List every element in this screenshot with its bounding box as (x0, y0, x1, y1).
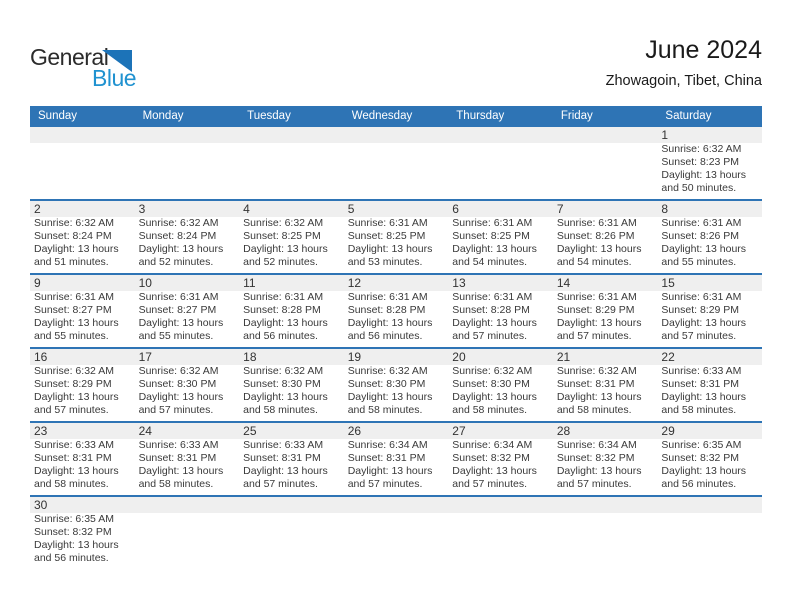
daylight-text-line1: Daylight: 13 hours (347, 391, 433, 403)
day-cell (553, 201, 658, 273)
sunrise-text: Sunrise: 6:33 AM (34, 439, 114, 451)
week-row (30, 495, 762, 569)
sunrise-text: Sunrise: 6:31 AM (138, 291, 219, 303)
day-cell (448, 349, 553, 421)
sunset-text: Sunset: 8:23 PM (661, 156, 740, 168)
day-number: 11 (243, 276, 256, 290)
daylight-text-line2: and 56 minutes. (243, 330, 318, 342)
daylight-text-line1: Daylight: 13 hours (452, 465, 537, 477)
daylight-text-line1: Daylight: 13 hours (243, 243, 328, 255)
day-cell (344, 275, 449, 347)
day-cell (239, 349, 344, 421)
daylight-text-line1: Daylight: 13 hours (556, 317, 642, 329)
sunset-text: Sunset: 8:28 PM (347, 304, 426, 316)
daylight-text-line1: Daylight: 13 hours (243, 317, 328, 329)
sunrise-text: Sunrise: 6:35 AM (34, 513, 114, 525)
daylight-text-line1: Daylight: 13 hours (34, 317, 119, 329)
sunrise-text: Sunrise: 6:32 AM (34, 365, 114, 377)
day-number: 22 (661, 350, 675, 364)
empty-day-cell (30, 127, 135, 199)
daylight-text-line2: and 57 minutes. (138, 404, 214, 416)
sunset-text: Sunset: 8:32 PM (452, 452, 530, 464)
sunrise-text: Sunrise: 6:31 AM (661, 217, 742, 229)
week-row (30, 347, 762, 421)
day-cell (553, 275, 658, 347)
sunset-text: Sunset: 8:29 PM (661, 304, 740, 316)
sunset-text: Sunset: 8:31 PM (347, 452, 426, 464)
daylight-text-line2: and 57 minutes. (556, 478, 632, 490)
empty-day-cell (448, 127, 553, 199)
sunrise-text: Sunrise: 6:31 AM (556, 291, 637, 303)
sunrise-text: Sunrise: 6:31 AM (452, 217, 533, 229)
sunset-text: Sunset: 8:26 PM (661, 230, 740, 242)
daylight-text-line1: Daylight: 13 hours (34, 391, 119, 403)
empty-day-cell (135, 497, 240, 569)
sunset-text: Sunset: 8:31 PM (661, 378, 740, 390)
day-cell (657, 201, 762, 273)
daylight-text-line2: and 57 minutes. (452, 330, 527, 342)
daylight-text-line2: and 56 minutes. (661, 478, 737, 490)
daylight-text-line2: and 57 minutes. (661, 330, 737, 342)
daylight-text-line1: Daylight: 13 hours (661, 169, 747, 181)
day-cell (135, 423, 240, 495)
day-number: 19 (347, 350, 362, 364)
day-number: 1 (661, 128, 669, 142)
daylight-text-line2: and 58 minutes. (556, 404, 632, 416)
sunset-text: Sunset: 8:31 PM (556, 378, 635, 390)
general-blue-logo (30, 44, 150, 94)
daylight-text-line1: Daylight: 13 hours (138, 391, 224, 403)
sunrise-text: Sunrise: 6:34 AM (347, 439, 428, 451)
daylight-text-line2: and 56 minutes. (34, 552, 109, 564)
daylight-text-line2: and 53 minutes. (347, 256, 423, 268)
weekday-label-wednesday: Wednesday (351, 109, 413, 122)
empty-day-cell (448, 497, 553, 569)
week-row (30, 421, 762, 495)
sunset-text: Sunset: 8:26 PM (556, 230, 635, 242)
daylight-text-line2: and 52 minutes. (243, 256, 318, 268)
weekday-label-friday: Friday (560, 109, 593, 122)
empty-day-cell (239, 127, 344, 199)
day-number: 17 (138, 350, 152, 364)
day-number: 2 (34, 202, 41, 216)
day-number: 12 (347, 276, 362, 290)
day-number: 29 (661, 424, 675, 438)
daylight-text-line1: Daylight: 13 hours (347, 317, 433, 329)
daylight-text-line2: and 55 minutes. (34, 330, 109, 342)
daylight-text-line1: Daylight: 13 hours (661, 465, 747, 477)
daylight-text-line2: and 54 minutes. (452, 256, 527, 268)
day-cell (657, 127, 762, 199)
day-cell (657, 423, 762, 495)
day-number: 14 (556, 276, 571, 290)
sunrise-text: Sunrise: 6:31 AM (347, 217, 428, 229)
daylight-text-line1: Daylight: 13 hours (556, 465, 642, 477)
day-cell (30, 201, 135, 273)
day-cell (135, 201, 240, 273)
day-number: 30 (34, 498, 48, 512)
day-number: 10 (138, 276, 152, 290)
day-number: 13 (452, 276, 466, 290)
sunset-text: Sunset: 8:29 PM (34, 378, 112, 390)
daylight-text-line2: and 56 minutes. (347, 330, 423, 342)
sunset-text: Sunset: 8:30 PM (243, 378, 321, 390)
daylight-text-line1: Daylight: 13 hours (661, 317, 747, 329)
daylight-text-line1: Daylight: 13 hours (243, 465, 328, 477)
sunset-text: Sunset: 8:29 PM (556, 304, 635, 316)
sunset-text: Sunset: 8:32 PM (556, 452, 635, 464)
sunrise-text: Sunrise: 6:32 AM (661, 143, 742, 155)
page-title: June 2024 (645, 36, 762, 64)
day-cell (448, 201, 553, 273)
day-number: 25 (243, 424, 257, 438)
daylight-text-line2: and 55 minutes. (138, 330, 214, 342)
week-row (30, 273, 762, 347)
day-number: 9 (34, 276, 41, 290)
logo-text-blue: Blue (92, 65, 137, 91)
daylight-text-line2: and 58 minutes. (34, 478, 109, 490)
day-number: 15 (661, 276, 675, 290)
daylight-text-line2: and 51 minutes. (34, 256, 109, 268)
day-cell (344, 201, 449, 273)
day-number: 27 (452, 424, 466, 438)
daylight-text-line2: and 58 minutes. (243, 404, 318, 416)
sunrise-text: Sunrise: 6:31 AM (347, 291, 428, 303)
daylight-text-line1: Daylight: 13 hours (34, 243, 119, 255)
week-row (30, 199, 762, 273)
daylight-text-line1: Daylight: 13 hours (138, 317, 224, 329)
sunrise-text: Sunrise: 6:31 AM (556, 217, 637, 229)
page-subtitle: Zhowagoin, Tibet, China (605, 73, 762, 89)
sunrise-text: Sunrise: 6:34 AM (452, 439, 533, 451)
daylight-text-line1: Daylight: 13 hours (661, 391, 747, 403)
day-cell (448, 423, 553, 495)
day-number: 6 (452, 202, 459, 216)
weeks-container (30, 125, 762, 569)
day-cell (30, 275, 135, 347)
day-number: 4 (243, 202, 250, 216)
sunset-text: Sunset: 8:28 PM (243, 304, 321, 316)
daylight-text-line1: Daylight: 13 hours (138, 465, 224, 477)
day-cell (30, 497, 135, 569)
day-number: 28 (556, 424, 571, 438)
sunset-text: Sunset: 8:30 PM (138, 378, 217, 390)
day-number: 3 (138, 202, 146, 216)
daylight-text-line1: Daylight: 13 hours (661, 243, 747, 255)
day-cell (657, 349, 762, 421)
daylight-text-line1: Daylight: 13 hours (34, 539, 119, 551)
daylight-text-line1: Daylight: 13 hours (452, 317, 537, 329)
sunrise-text: Sunrise: 6:32 AM (138, 365, 219, 377)
day-number: 16 (34, 350, 48, 364)
weekday-label-tuesday: Tuesday (247, 109, 291, 122)
sunrise-text: Sunrise: 6:33 AM (138, 439, 219, 451)
day-cell (553, 423, 658, 495)
empty-day-cell (344, 497, 449, 569)
daylight-text-line2: and 58 minutes. (347, 404, 423, 416)
day-cell (239, 275, 344, 347)
weekday-label-monday: Monday (142, 109, 184, 122)
day-cell (239, 423, 344, 495)
day-cell (448, 275, 553, 347)
title-block (606, 36, 762, 89)
daylight-text-line1: Daylight: 13 hours (452, 391, 537, 403)
daylight-text-line2: and 57 minutes. (243, 478, 318, 490)
daylight-text-line1: Daylight: 13 hours (347, 465, 433, 477)
day-cell (135, 349, 240, 421)
day-number: 18 (243, 350, 257, 364)
daylight-text-line2: and 55 minutes. (661, 256, 737, 268)
sunrise-text: Sunrise: 6:32 AM (243, 217, 324, 229)
day-cell (553, 349, 658, 421)
empty-day-cell (553, 127, 658, 199)
sunrise-text: Sunrise: 6:32 AM (556, 365, 637, 377)
day-number: 8 (661, 202, 669, 216)
daylight-text-line2: and 52 minutes. (138, 256, 214, 268)
daylight-text-line2: and 58 minutes. (452, 404, 527, 416)
sunset-text: Sunset: 8:25 PM (243, 230, 321, 242)
sunset-text: Sunset: 8:32 PM (34, 526, 112, 538)
empty-day-cell (239, 497, 344, 569)
day-number: 23 (34, 424, 48, 438)
sunset-text: Sunset: 8:30 PM (452, 378, 530, 390)
week-row (30, 125, 762, 199)
sunset-text: Sunset: 8:32 PM (661, 452, 740, 464)
daylight-text-line1: Daylight: 13 hours (243, 391, 328, 403)
daylight-text-line1: Daylight: 13 hours (347, 243, 433, 255)
empty-day-cell (657, 497, 762, 569)
empty-day-cell (553, 497, 658, 569)
daylight-text-line2: and 54 minutes. (556, 256, 632, 268)
day-number: 21 (556, 350, 571, 364)
day-cell (344, 349, 449, 421)
sunrise-text: Sunrise: 6:34 AM (556, 439, 637, 451)
daylight-text-line2: and 57 minutes. (452, 478, 527, 490)
sunset-text: Sunset: 8:31 PM (243, 452, 321, 464)
sunrise-text: Sunrise: 6:32 AM (347, 365, 428, 377)
day-number: 7 (556, 202, 564, 216)
sunset-text: Sunset: 8:31 PM (138, 452, 217, 464)
sunrise-text: Sunrise: 6:31 AM (34, 291, 114, 303)
day-number: 5 (347, 202, 355, 216)
sunset-text: Sunset: 8:27 PM (34, 304, 112, 316)
daylight-text-line2: and 50 minutes. (661, 182, 737, 194)
sunrise-text: Sunrise: 6:31 AM (452, 291, 533, 303)
sunrise-text: Sunrise: 6:35 AM (661, 439, 742, 451)
day-number: 26 (347, 424, 362, 438)
sunset-text: Sunset: 8:27 PM (138, 304, 217, 316)
day-cell (30, 423, 135, 495)
daylight-text-line2: and 58 minutes. (661, 404, 737, 416)
logo-text-general: General (30, 44, 109, 70)
sunrise-text: Sunrise: 6:32 AM (243, 365, 324, 377)
sunset-text: Sunset: 8:31 PM (34, 452, 112, 464)
weekday-label-thursday: Thursday (456, 109, 505, 122)
day-cell (135, 275, 240, 347)
sunrise-text: Sunrise: 6:32 AM (138, 217, 219, 229)
sunset-text: Sunset: 8:24 PM (34, 230, 112, 242)
day-cell (30, 349, 135, 421)
day-cell (239, 201, 344, 273)
calendar (30, 106, 762, 569)
sunrise-text: Sunrise: 6:32 AM (34, 217, 114, 229)
sunrise-text: Sunrise: 6:31 AM (243, 291, 324, 303)
sunset-text: Sunset: 8:30 PM (347, 378, 426, 390)
daylight-text-line2: and 58 minutes. (138, 478, 214, 490)
day-number: 24 (138, 424, 152, 438)
sunset-text: Sunset: 8:24 PM (138, 230, 217, 242)
empty-day-cell (344, 127, 449, 199)
weekday-label-sunday: Sunday (38, 109, 78, 122)
daylight-text-line2: and 57 minutes. (34, 404, 109, 416)
page-header (0, 0, 792, 106)
weekday-header-row (30, 106, 762, 125)
day-number: 20 (452, 350, 466, 364)
daylight-text-line2: and 57 minutes. (347, 478, 423, 490)
sunrise-text: Sunrise: 6:31 AM (661, 291, 742, 303)
daylight-text-line2: and 57 minutes. (556, 330, 632, 342)
sunrise-text: Sunrise: 6:32 AM (452, 365, 533, 377)
day-cell (344, 423, 449, 495)
sunrise-text: Sunrise: 6:33 AM (661, 365, 742, 377)
sunset-text: Sunset: 8:28 PM (452, 304, 530, 316)
sunset-text: Sunset: 8:25 PM (452, 230, 530, 242)
daylight-text-line1: Daylight: 13 hours (452, 243, 537, 255)
day-cell (657, 275, 762, 347)
daylight-text-line1: Daylight: 13 hours (138, 243, 224, 255)
sunset-text: Sunset: 8:25 PM (347, 230, 426, 242)
weekday-label-saturday: Saturday (665, 109, 712, 122)
daylight-text-line1: Daylight: 13 hours (34, 465, 119, 477)
empty-day-cell (135, 127, 240, 199)
daylight-text-line1: Daylight: 13 hours (556, 391, 642, 403)
sunrise-text: Sunrise: 6:33 AM (243, 439, 324, 451)
daylight-text-line1: Daylight: 13 hours (556, 243, 642, 255)
